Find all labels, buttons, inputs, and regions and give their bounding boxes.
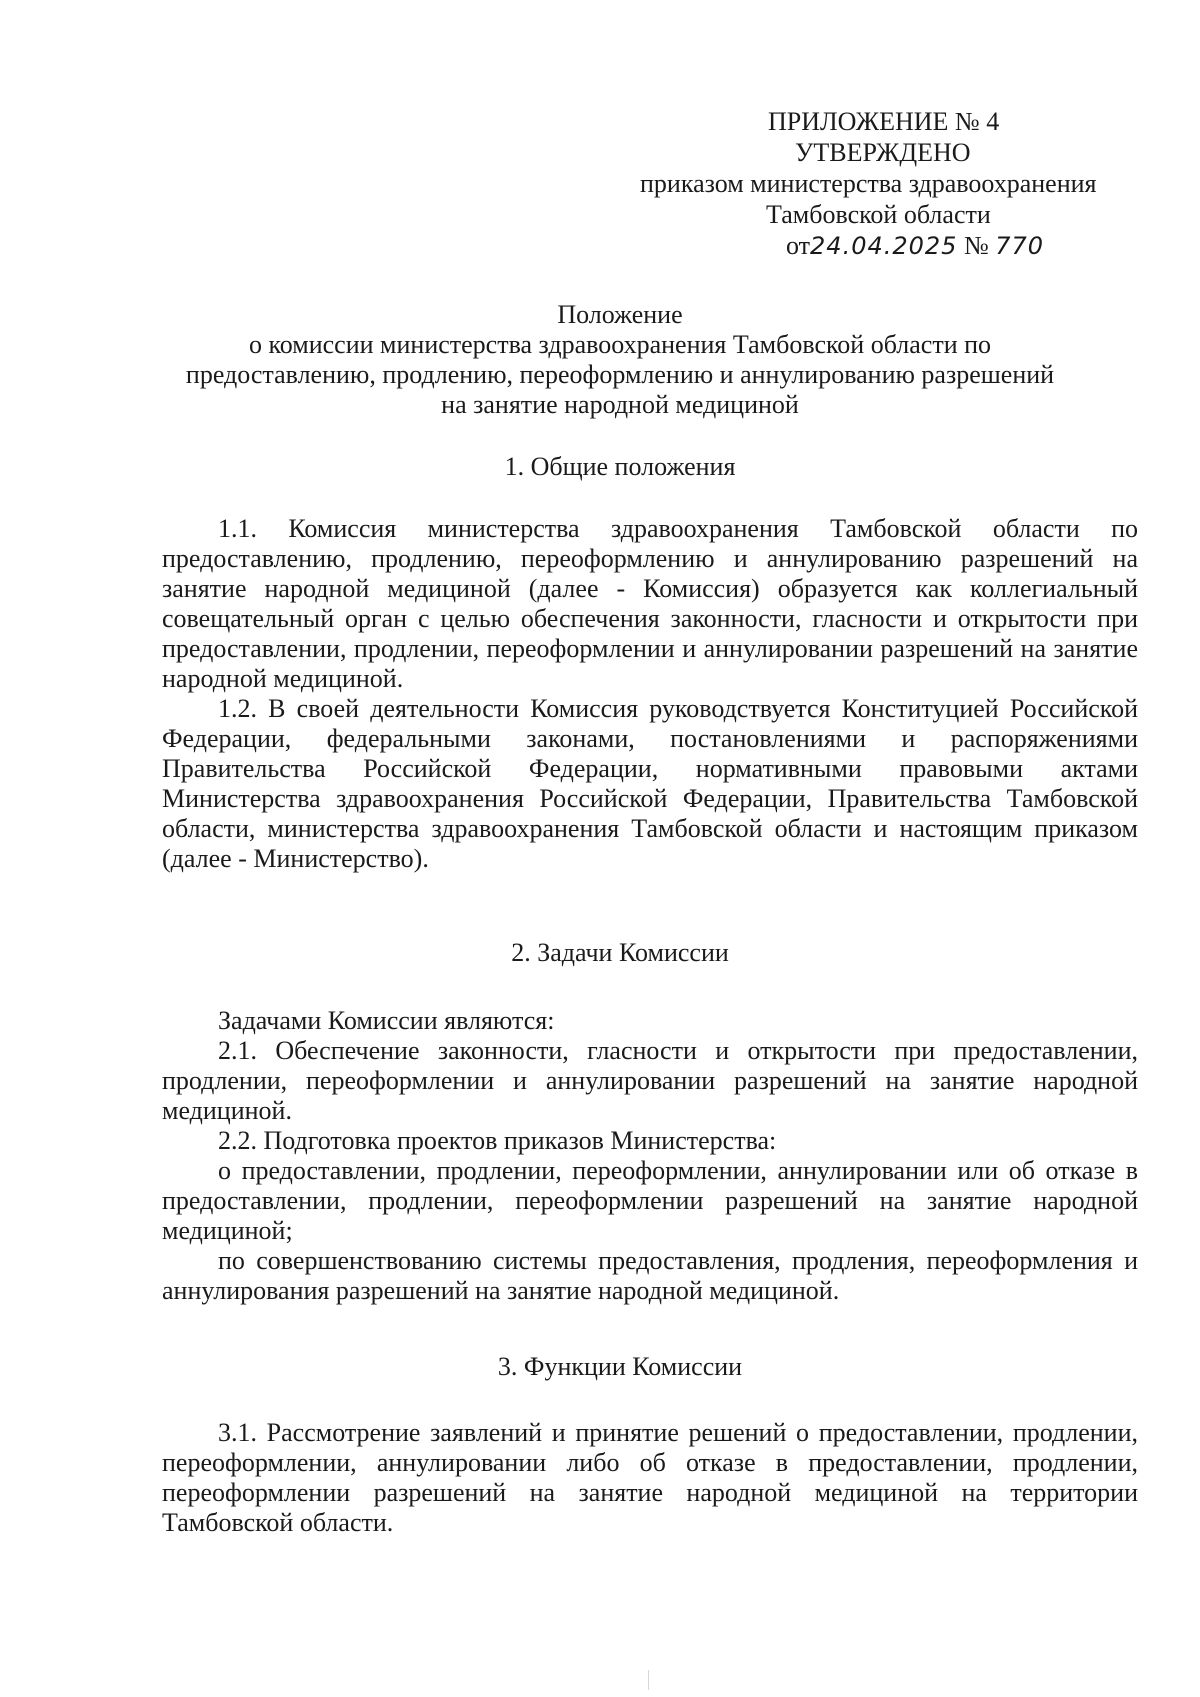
paragraph-2-2: 2.2. Подготовка проектов приказов Министерства: (218, 1126, 777, 1155)
handwritten-number: 770 (995, 232, 1045, 260)
scan-artifact (648, 1670, 649, 1690)
date-prefix: от (786, 231, 811, 260)
region-line: Тамбовской области (766, 200, 991, 229)
paragraph-2-intro: Задачами Комиссии являются: (218, 1006, 555, 1035)
title-line-3: предоставлению, продлению, переоформлению и аннулированию разрешений (185, 360, 1055, 389)
paragraph-1-2: 1.2. В своей деятельности Комиссия руководствуется Конституцией Российской Федерации, федеральными законами, постановлениями и распоряжениями Правительства Российской Федерации, нормативными правовыми актами Министерства здравоохранения Российской Федерации, Правительства Тамбовской области, министерства здравоохранения Тамбовской области и настоящим приказом (далее - Министерство). (162, 694, 1138, 873)
paragraph-2-2b: по совершенствованию системы предоставления, продления, переоформления и аннулирования разрешений на занятие народной медициной. (162, 1246, 1138, 1305)
document-title (160, 300, 1080, 420)
title-line-4: на занятие народной медициной (441, 390, 799, 419)
handwritten-date: 24.04.2025 (810, 232, 958, 260)
number-sign: № (963, 231, 989, 260)
section-1-heading: 1. Общие положения (504, 452, 736, 481)
paragraph-1-1: 1.1. Комиссия министерства здравоохранения Тамбовской области по предоставлению, продлению, переоформлению и аннулированию разрешений на занятие народной медициной (далее - Комиссия) образуется как коллегиальный совещательный орган с целью обеспечения законности, гласности и открытости при предоставлении, продлении, переоформлении и аннулировании разрешений на занятие народной медициной. (162, 514, 1138, 693)
appendix-label: ПРИЛОЖЕНИЕ № 4 (768, 107, 1000, 136)
section-3-heading: 3. Функции Комиссии (497, 1352, 743, 1381)
approval-header (620, 106, 1140, 262)
paragraph-2-1: 2.1. Обеспечение законности, гласности и открытости при предоставлении, продлении, переоформлении и аннулировании разрешений на занятие народной медициной. (162, 1036, 1138, 1125)
paragraph-3-1: 3.1. Рассмотрение заявлений и принятие решений о предоставлении, продлении, переоформлении, аннулировании либо об отказе в предоставлении, продлении, переоформлении разрешений на занятие народной медициной на территории Тамбовской области. (162, 1418, 1138, 1537)
order-line: приказом министерства здравоохранения (640, 169, 1097, 198)
title-line-1: Положение (557, 300, 683, 329)
paragraph-2-2a: о предоставлении, продлении, переоформлении, аннулировании или об отказе в предоставлении, продлении, переоформлении разрешений на занятие народной медициной; (162, 1156, 1138, 1245)
approved-label: УТВЕРЖДЕНО (795, 138, 971, 167)
section-2-heading: 2. Задачи Комиссии (511, 938, 729, 967)
title-line-2: о комиссии министерства здравоохранения Тамбовской области по (248, 330, 992, 359)
order-date-line (620, 230, 1140, 262)
